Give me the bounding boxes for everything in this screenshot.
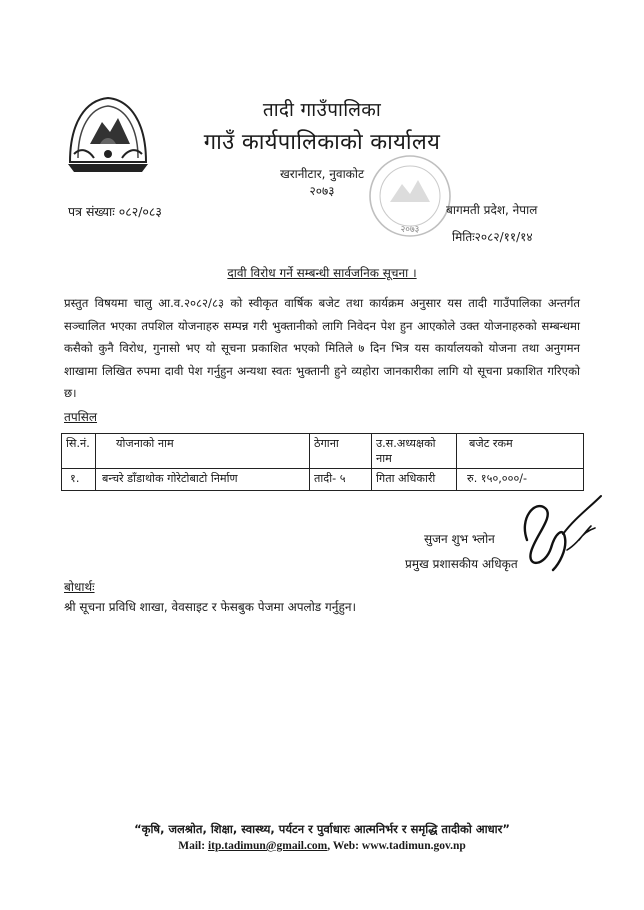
office-name: तादी गाउँपालिका bbox=[262, 99, 382, 121]
letter-date: मितिः२०८२/११/१४ bbox=[452, 230, 533, 244]
signatory-designation: प्रमुख प्रशासकीय अधिकृत bbox=[405, 557, 518, 571]
province-line: बागमती प्रदेश, नेपाल bbox=[446, 203, 538, 217]
column-header: सि.नं. bbox=[62, 434, 96, 469]
column-header: बजेट रकम bbox=[457, 434, 584, 469]
office-address: खरानीटार, नुवाकोट bbox=[279, 167, 365, 181]
table-header-row bbox=[62, 434, 584, 469]
cc-text: श्री सूचना प्रविधि शाखा, वेवसाइट र फेसबुक पेजमा अपलोड गर्नुहुन। bbox=[64, 600, 357, 614]
column-header: ठेगाना bbox=[310, 434, 372, 469]
table-cell: गिता अधिकारी bbox=[372, 469, 457, 491]
table-cell: रु. १५०,०००/- bbox=[457, 469, 584, 491]
office-seal-stamp bbox=[360, 150, 460, 242]
website-link[interactable]: www.tadimun.gov.np bbox=[361, 840, 466, 852]
notice-title-text: दावी विरोध गर्ने सम्बन्धी सार्वजनिक सूचना । bbox=[227, 266, 417, 280]
office-established-year: २०७३ bbox=[309, 184, 335, 198]
column-header: योजनाको नाम bbox=[96, 434, 310, 469]
signature-icon bbox=[505, 478, 615, 588]
footer-contact bbox=[0, 840, 644, 852]
mail-label: Mail: bbox=[178, 840, 206, 852]
office-title: गाउँ कार्यपालिकाको कार्यालय bbox=[203, 130, 441, 155]
table-cell: बन्चरे डाँडाथोक गोरेटोबाटो निर्माण bbox=[96, 469, 310, 491]
cc-heading: बोधार्थः bbox=[64, 580, 95, 594]
details-heading: तपसिल bbox=[64, 410, 98, 424]
column-header: उ.स.अध्यक्षको नाम bbox=[372, 434, 457, 469]
email-link[interactable]: itp.tadimun@gmail.com bbox=[207, 840, 328, 852]
notice-title bbox=[0, 264, 644, 281]
reference-number: पत्र संख्याः ०८२/०८३ bbox=[68, 204, 162, 219]
seal-year: २०७३ bbox=[400, 225, 420, 235]
signatory-name: सुजन शुभ भ्लोन bbox=[424, 532, 495, 546]
table-cell: तादी- ५ bbox=[310, 469, 372, 491]
footer-slogan: “कृषि, जलश्रोत, शिक्षा, स्वास्थ्य, पर्यटन र पुर्वाधारः आत्मनिर्भर र समृद्धि तादीको आधार” bbox=[134, 822, 510, 836]
web-label: , Web: bbox=[327, 840, 360, 852]
notice-body: प्रस्तुत विषयमा चालु आ.व.२०८२/८३ को स्वीकृत वार्षिक बजेट तथा कार्यक्रम अनुसार यस तादी गाउँपालिका अन्तर्गत सञ्चालित भएका तपशिल योजनाहरु सम्पन्न गरी भुक्तानीको लागि निवेदन पेश हुन आएकोले उक्त योजनाहरुको सम्बन्धमा कसैको कुनै विरोध, गुनासो भए यो सूचना प्रकाशित भएको मितिले ७ दिन भित्र यस कार्यालयको योजना तथा अनुगमन शाखामा लिखित रुपमा दावी पेश गर्नुहुन अन्यथा स्वतः भुक्तानी हुने व्यहोरा जानकारीका लागि यो सूचना प्रकाशित गरिएको छ। bbox=[64, 296, 580, 400]
table-cell: १. bbox=[62, 469, 96, 491]
